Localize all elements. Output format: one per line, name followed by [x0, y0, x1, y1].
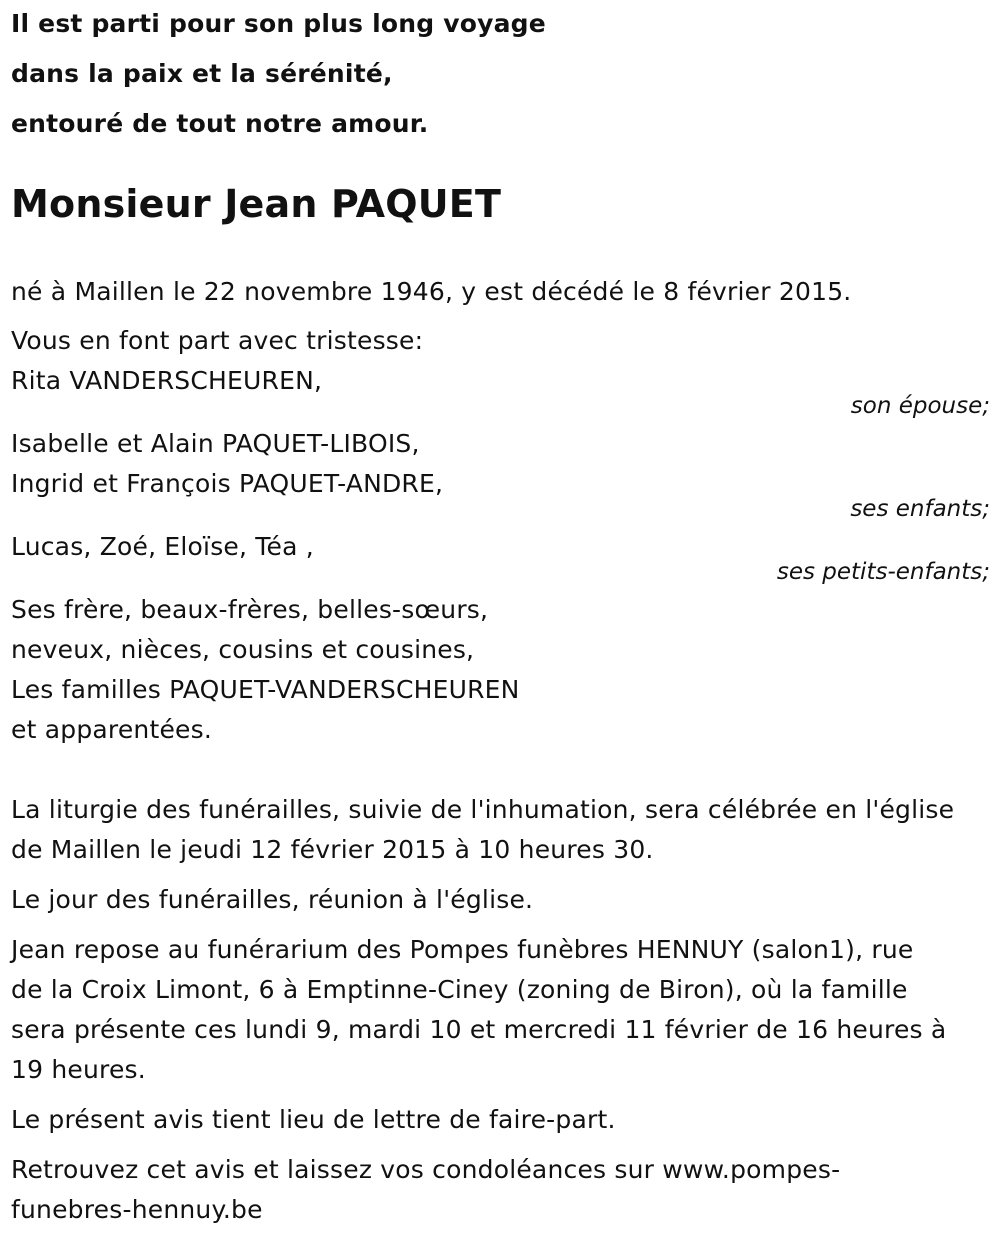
birth-death-line: né à Maillen le 22 novembre 1946, y est décédé le 8 février 2015.: [11, 277, 852, 306]
grandchildren-names: Lucas, Zoé, Eloïse, Téa ,: [11, 532, 314, 561]
children-role: ses enfants;: [850, 496, 990, 522]
children-line-1: Isabelle et Alain PAQUET-LIBOIS,: [11, 429, 420, 458]
intro-line-1: Il est parti pour son plus long voyage: [11, 9, 546, 38]
relatives-line-2: neveux, nièces, cousins et cousines,: [11, 635, 475, 664]
rest-line-2: de la Croix Limont, 6 à Emptinne-Ciney (zoning de Biron), où la famille: [11, 975, 908, 1004]
deceased-name: Monsieur Jean PAQUET: [11, 182, 502, 226]
rest-line-1: Jean repose au funérarium des Pompes funèbres HENNUY (salon1), rue: [11, 935, 914, 964]
rest-line-3: sera présente ces lundi 9, mardi 10 et mercredi 11 février de 16 heures à: [11, 1015, 947, 1044]
announcement-line: Vous en font part avec tristesse:: [11, 326, 424, 355]
relatives-line-1: Ses frère, beaux-frères, belles-sœurs,: [11, 595, 489, 624]
relatives-line-4: et apparentées.: [11, 715, 212, 744]
relatives-line-3: Les familles PAQUET-VANDERSCHEUREN: [11, 675, 520, 704]
intro-line-3: entouré de tout notre amour.: [11, 109, 429, 138]
spouse-role: son épouse;: [850, 393, 990, 419]
funeral-line-1: La liturgie des funérailles, suivie de l'inhumation, sera célébrée en l'église: [11, 795, 955, 824]
rest-line-4: 19 heures.: [11, 1055, 146, 1084]
notice-line: Le présent avis tient lieu de lettre de faire-part.: [11, 1105, 616, 1134]
children-line-2: Ingrid et François PAQUET-ANDRE,: [11, 469, 444, 498]
funeral-line-2: de Maillen le jeudi 12 février 2015 à 10 heures 30.: [11, 835, 654, 864]
spouse-name: Rita VANDERSCHEUREN,: [11, 366, 323, 395]
meeting-line: Le jour des funérailles, réunion à l'église.: [11, 885, 534, 914]
intro-line-2: dans la paix et la sérénité,: [11, 59, 393, 88]
website-line-1: Retrouvez cet avis et laissez vos condoléances sur www.pompes-: [11, 1155, 841, 1184]
website-line-2: funebres-hennuy.be: [11, 1195, 263, 1224]
grandchildren-role: ses petits-enfants;: [776, 559, 990, 585]
